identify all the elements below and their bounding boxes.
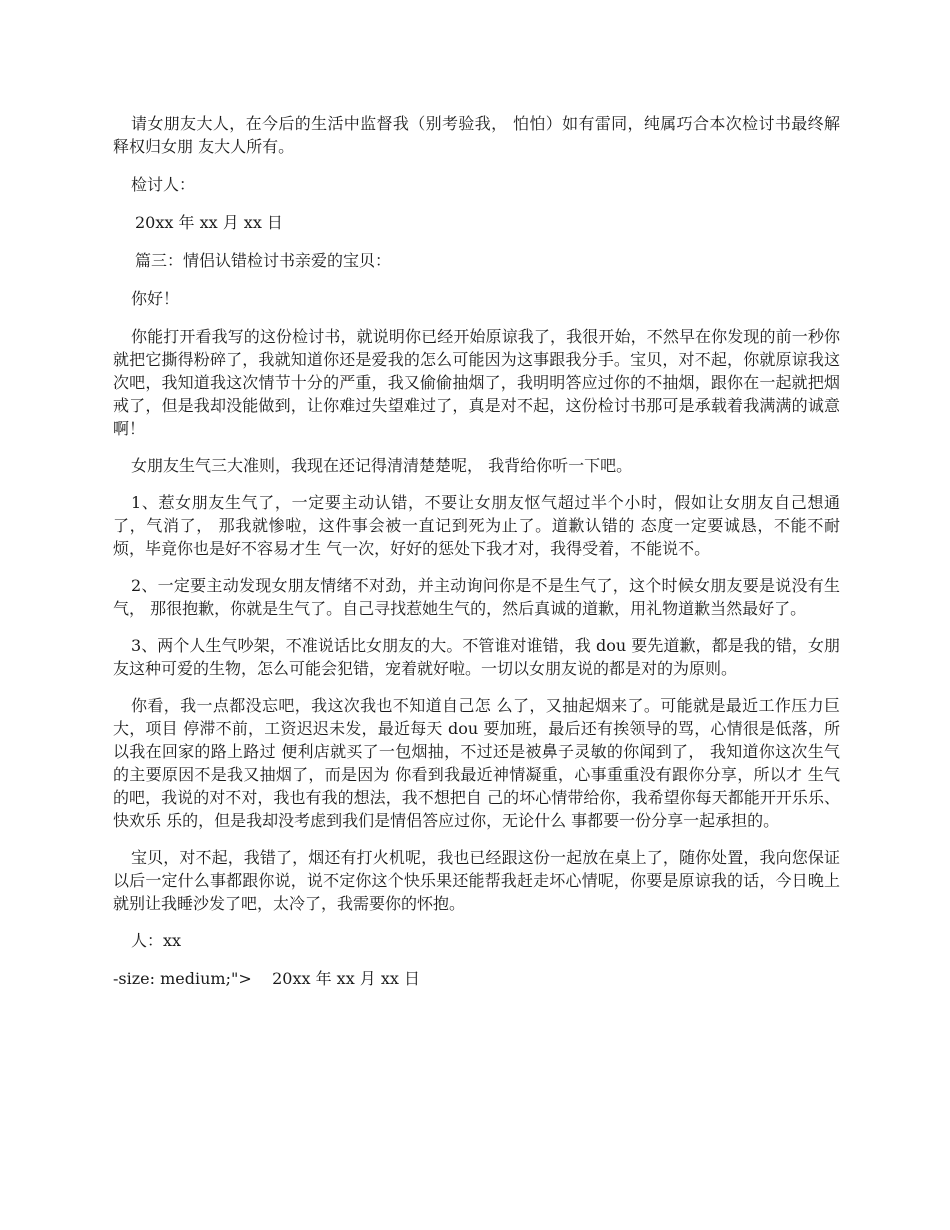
- section-heading: 篇三：情侣认错检讨书亲爱的宝贝：: [135, 251, 392, 270]
- date-line-final: -size: medium;"> 20xx 年 xx 月 xx 日: [113, 969, 421, 988]
- greeting: 你好！: [131, 289, 180, 308]
- paragraph-rule-3: 3、两个人生气吵架，不准说话比女朋友的大。不管谁对谁错，我 dou 要先道歉，都是我的错，女朋友这种可爱的生物，怎么可能会犯错，宠着就好啦。一切以女朋友说的都是对的为原则。: [113, 636, 840, 678]
- paragraph-rule-2: 2、一定要主动发现女朋友情绪不对劲，并主动询问你是不是生气了，这个时候女朋友要是说没有生气， 那很抱歉，你就是生气了。自己寻找惹她生气的，然后真诚的道歉，用礼物道歉当然最好了。: [113, 576, 840, 618]
- document-body: [113, 112, 840, 1004]
- paragraph-supervision-request: 请女朋友大人，在今后的生活中监督我（别考验我， 怕怕）如有雷同，纯属巧合本次检讨书最终解释权归女朋 友大人所有。: [113, 114, 840, 156]
- signature-line: 人：xx: [131, 931, 182, 950]
- paragraph-rule-1: 1、惹女朋友生气了，一定要主动认错，不要让女朋友怄气超过半个小时，假如让女朋友自己想通了，气消了， 那我就惨啦，这件事会被一直记到死为止了。道歉认错的 态度一定要诚恳，不能不耐烦，毕竟你也是好不容易才生 气一次，好好的惩处下我才对，我得受着，不能说不。: [113, 493, 840, 558]
- date-line: 20xx 年 xx 月 xx 日: [135, 213, 283, 232]
- paragraph-three-rules-intro: 女朋友生气三大准则，我现在还记得清清楚楚呢， 我背给你听一下吧。: [131, 456, 633, 475]
- paragraph-opening: 你能打开看我写的这份检讨书，就说明你已经开始原谅我了，我很开始，不然早在你发现的前一秒你就把它撕得粉碎了，我就知道你还是爱我的怎么可能因为这事跟我分手。宝贝，对不起，你就原谅我这次吧，我知道我这次情节十分的严重，我又偷偷抽烟了，我明明答应过你的不抽烟，跟你在一起就把烟戒了，但是我却没能做到，让你难过失望难过了，真是对不起，这份检讨书那可是承载着我满满的诚意啊！: [113, 327, 840, 438]
- reviewer-label: 检讨人：: [131, 175, 196, 194]
- paragraph-apology: 宝贝，对不起，我错了，烟还有打火机呢，我也已经跟这份一起放在桌上了，随你处置，我向您保证以后一定什么事都跟你说，说不定你这个快乐果还能帮我赶走坏心情呢，你要是原谅我的话，今日晚上就别让我睡沙发了吧，太冷了，我需要你的怀抱。: [113, 848, 840, 913]
- paragraph-explanation: 你看，我一点都没忘吧，我这次我也不知道自己怎 么了，又抽起烟来了。可能就是最近工作压力巨大，项目 停滞不前，工资迟迟未发，最近每天 dou 要加班，最后还有挨领导的骂，心情很是低落，所以我在回家的路上路过 便利店就买了一包烟抽，不过还是被鼻子灵敏的你闻到了， 我知道你这次生气的主要原因不是我又抽烟了，而是因为 你看到我最近神情凝重，心事重重没有跟你分享，所以才 生气的吧，我说的对不对，我也有我的想法，我不想把自 己的坏心情带给你，我希望你每天都能开开乐乐、快欢乐 乐的，但是我却没考虑到我们是情侣答应过你，无论什么 事都要一份分享一起承担的。: [113, 696, 840, 830]
